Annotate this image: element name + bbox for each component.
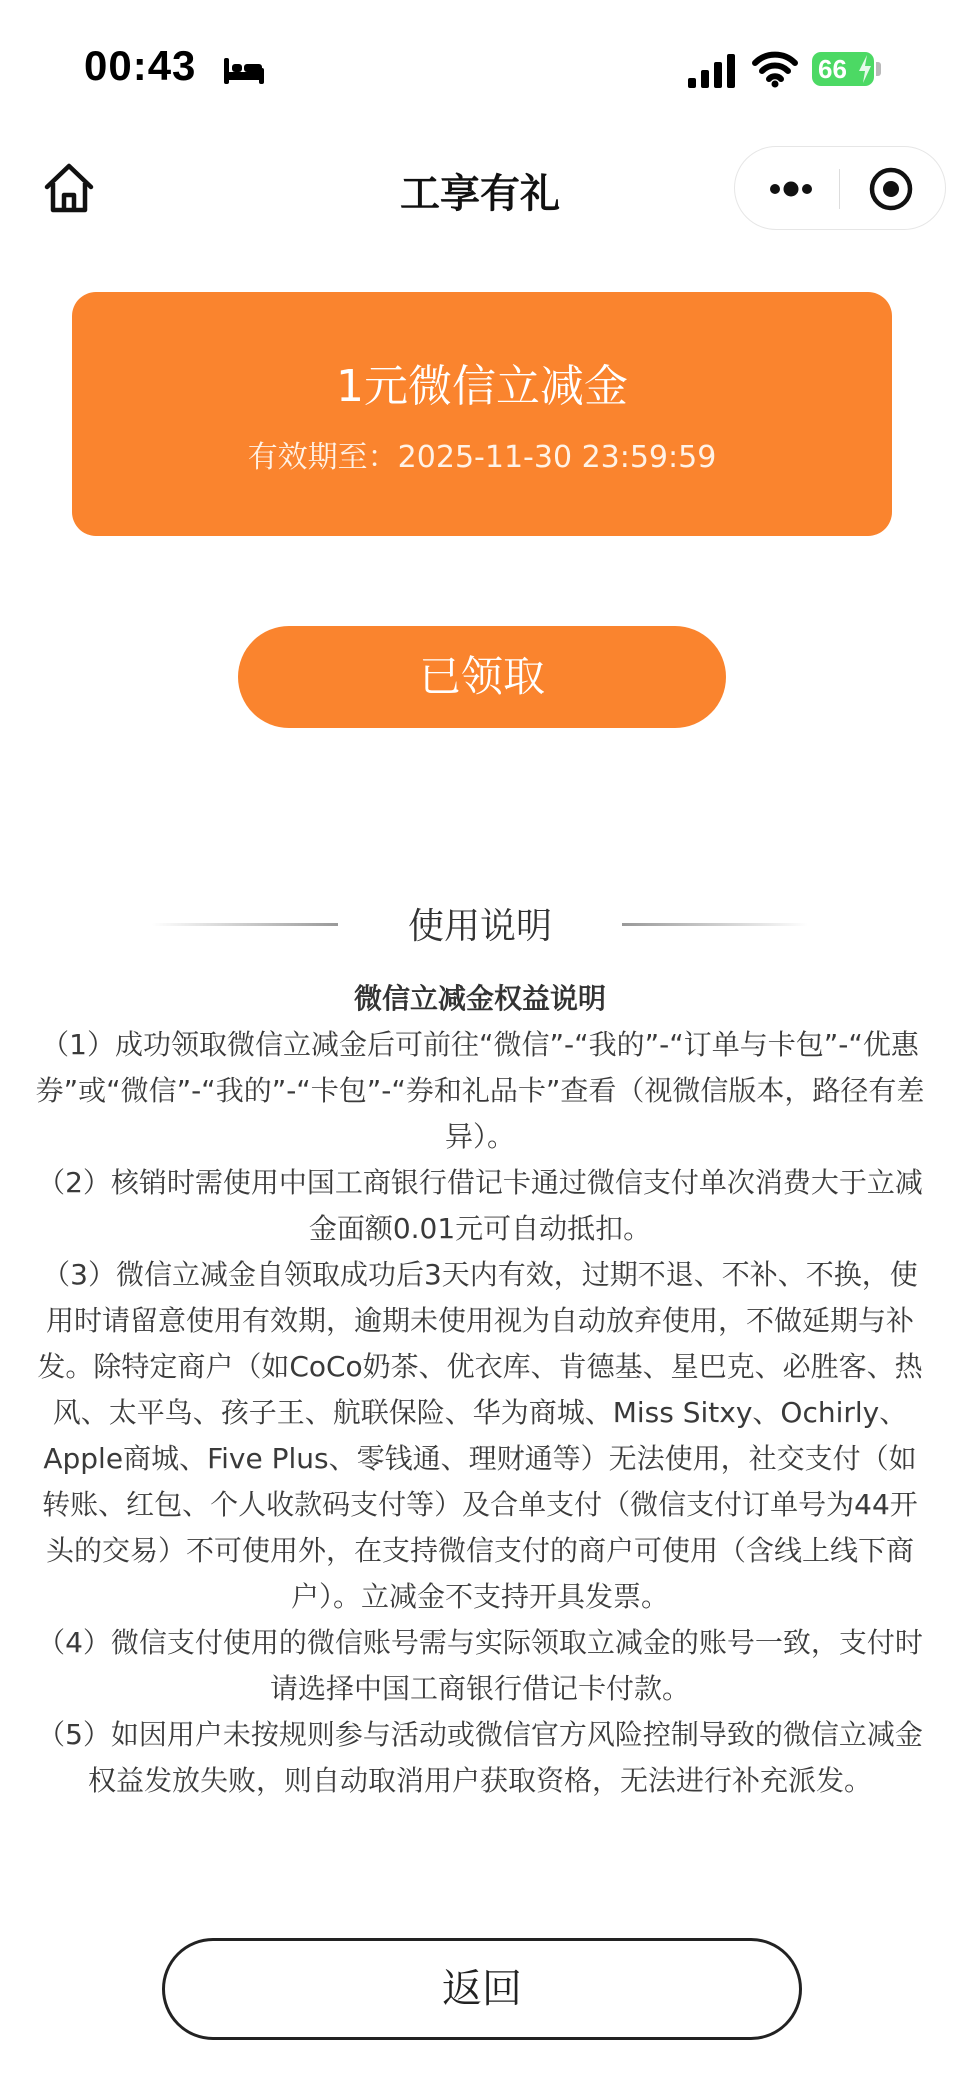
capsule-divider (839, 169, 840, 209)
status-time: 00:43 (84, 42, 197, 89)
coupon-card (72, 292, 892, 536)
coupon-expiry: 有效期至：2025-11-30 23:59:59 (247, 440, 717, 475)
signal-icon (688, 54, 738, 88)
instruction-item-3: （3）微信立减金自领取成功后3天内有效，过期不退、不补、不换，使用时请留意使用有效期，逾期未使用视为自动放弃使用，不做延期与补发。除特定商户（如CoCo奶茶、优衣库、肯德基、星巴克、必胜客、热风、太平鸟、孩子王、航联保险、华为商城、Miss Sitxy、Ochirly、Apple商城、Five Plus、零钱通、理财通等）无法使用，社交支付（如转账、红包、个人收款码支付等）及合单支付（微信支付订单号为44开头的交易）不可使用外，在支持微信支付的商户可使用（含线上线下商户）。立减金不支持开具发票。 (37, 1258, 923, 1613)
battery-level: 66 (818, 54, 847, 84)
instruction-item-2: （2）核销时需使用中国工商银行借记卡通过微信支付单次消费大于立减金面额0.01元可自动抵扣。 (37, 1166, 923, 1245)
wifi-icon (752, 50, 798, 88)
mini-program-capsule (734, 146, 946, 230)
coupon-title: 1元微信立减金 (336, 361, 628, 412)
instructions-heading: 微信立减金权益说明 (353, 982, 606, 1015)
nav-bar (0, 140, 960, 240)
target-close-icon[interactable] (863, 161, 919, 217)
instructions-title: 使用说明 (407, 906, 552, 947)
instruction-item-4: （4）微信支付使用的微信账号需与实际领取立减金的账号一致，支付时请选择中国工商银行借记卡付款。 (37, 1626, 923, 1705)
back-button[interactable]: 返回 (162, 1938, 802, 2040)
divider-line-right (622, 923, 808, 926)
page-title: 工享有礼 (400, 171, 560, 217)
claimed-button[interactable]: 已领取 (238, 626, 726, 728)
battery-tip (876, 62, 881, 76)
instruction-item-5: （5）如因用户未按规则参与活动或微信官方风险控制导致的微信立减金权益发放失败，则自动取消用户获取资格，无法进行补充派发。 (37, 1718, 923, 1797)
more-dots-icon[interactable] (763, 161, 819, 217)
bed-icon (222, 56, 266, 86)
instruction-item-1: （1）成功领取微信立减金后可前往“微信”-“我的”-“订单与卡包”-“优惠券”或“微信”-“我的”-“卡包”-“券和礼品卡”查看（视微信版本，路径有差异）。 (35, 1028, 925, 1153)
charging-bolt-icon (858, 55, 872, 83)
instructions-content (32, 976, 928, 1804)
status-bar (0, 0, 960, 120)
instructions-header (0, 894, 960, 954)
